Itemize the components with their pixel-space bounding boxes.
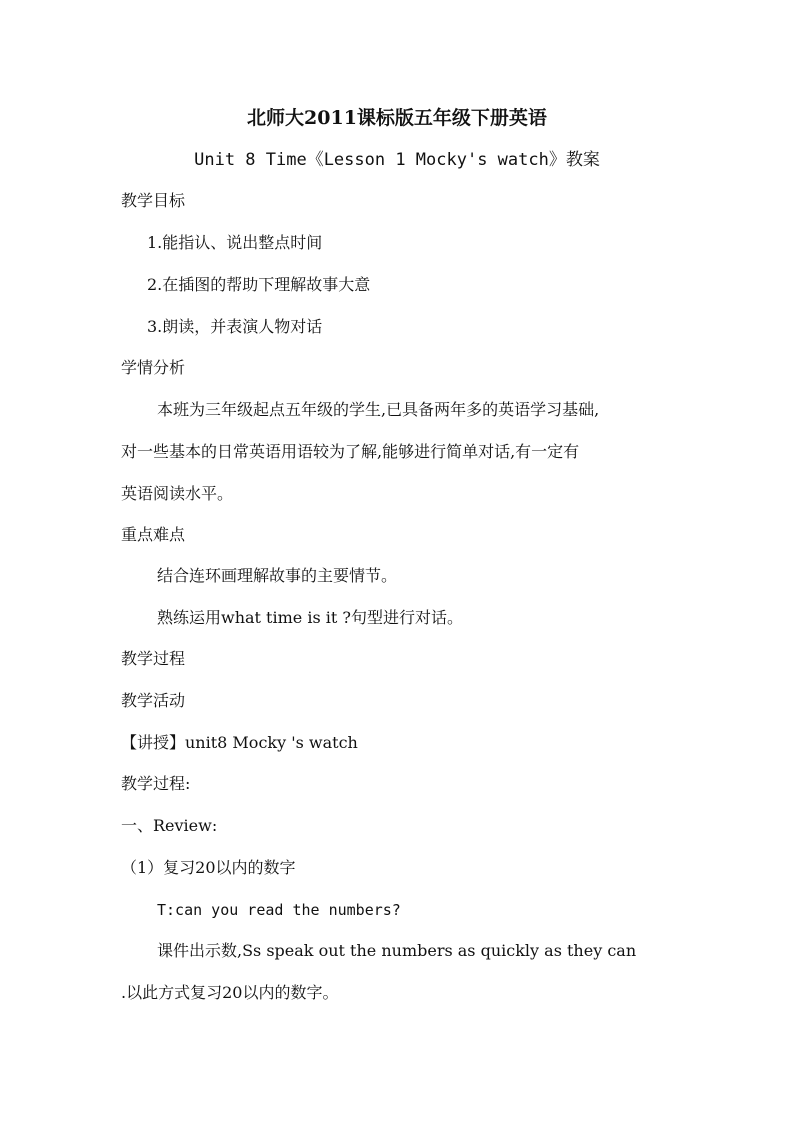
lecture-line: 【讲授】unit8 Mocky 's watch xyxy=(121,733,358,752)
courseware-line: 课件出示数,Ss speak out the numbers as quickly as they can xyxy=(157,941,637,960)
document-subtitle: Unit 8 Time《Lesson 1 Mocky's watch》教案 xyxy=(194,150,600,170)
analysis-line: 对一些基本的日常英语用语较为了解,能够进行简单对话,有一定有 xyxy=(121,442,580,461)
review-step: （1）复习20以内的数字 xyxy=(121,858,296,877)
objective-item: 3.朗读，并表演人物对话 xyxy=(147,317,323,336)
process-heading: 教学过程 xyxy=(121,649,186,668)
key-point-item: 熟练运用what time is it ?句型进行对话。 xyxy=(157,608,463,627)
key-points-heading: 重点难点 xyxy=(121,525,186,544)
analysis-heading: 学情分析 xyxy=(121,358,186,377)
objective-item: 2.在插图的帮助下理解故事大意 xyxy=(147,275,371,294)
key-point-item: 结合连环画理解故事的主要情节。 xyxy=(157,566,398,585)
courseware-line: .以此方式复习20以内的数字。 xyxy=(121,983,339,1002)
process-label: 教学过程: xyxy=(121,774,191,793)
teacher-line: T:can you read the numbers? xyxy=(157,901,401,919)
objective-item: 1.能指认、说出整点时间 xyxy=(147,233,323,252)
objectives-heading: 教学目标 xyxy=(121,191,186,210)
analysis-line: 英语阅读水平。 xyxy=(121,484,234,503)
activity-heading: 教学活动 xyxy=(121,691,186,710)
analysis-line: 本班为三年级起点五年级的学生,已具备两年多的英语学习基础, xyxy=(157,400,600,419)
review-heading: 一、Review: xyxy=(121,816,218,835)
document-title: 北师大2011课标版五年级下册英语 xyxy=(247,107,547,129)
